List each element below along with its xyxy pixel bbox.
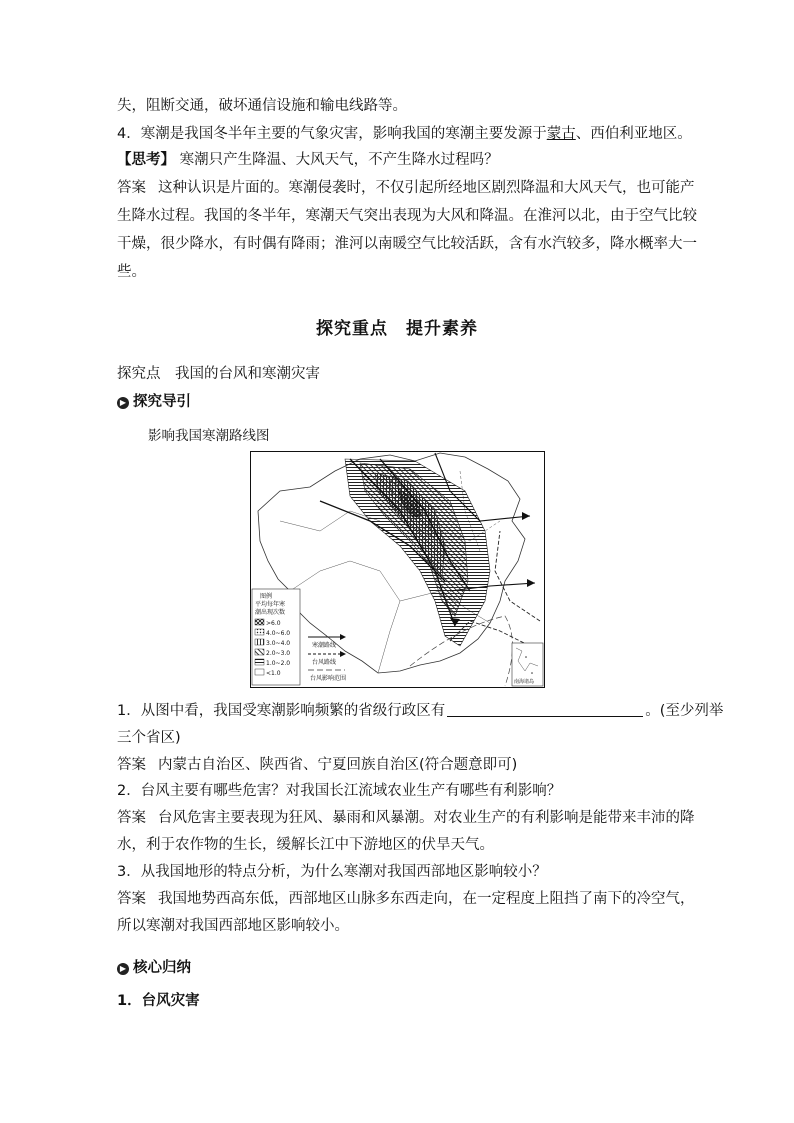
core-heading-label: 核心归纳 [133, 960, 191, 976]
legend-title: 图例 [260, 593, 273, 600]
answer-line: 些。 [117, 264, 146, 280]
text-span: 地区。 [648, 126, 692, 142]
explore-point: 探究点 我国的台风和寒潮灾害 [117, 366, 320, 382]
answer-line: 生降水过程。我国的冬半年，寒潮天气突出表现为大风和降温。在淮河以北，由于空气比较 [117, 208, 697, 224]
legend-typhoon-range: 台风影响范围 [310, 675, 347, 682]
play-icon: ▶ [117, 397, 129, 409]
typhoon-heading: 1．台风灾害 [117, 993, 200, 1009]
think-question: 寒潮只产生降温、大风天气，不产生降水过程吗？ [179, 152, 499, 168]
answer-label: 答案 [117, 810, 146, 826]
underlined-term: 西伯利亚 [590, 126, 649, 142]
inset-label: 南海诸岛 [514, 679, 535, 685]
section-title: 探究重点 提升素养 [316, 319, 478, 339]
legend-label: 3.0~4.0 [266, 640, 291, 647]
answer-line: 水，利于农作物的生长，缓解长江中下游地区的伏旱天气。 [117, 837, 494, 853]
question-3: 3．从我国地形的特点分析，为什么寒潮对我国西部地区影响较小？ [117, 864, 547, 880]
think-tag: 【思考】 [117, 152, 175, 168]
answer-line [117, 178, 695, 198]
answer-label: 答案 [117, 757, 146, 773]
guide-heading-label: 探究导引 [133, 394, 191, 410]
legend-title: 潮出现次数 [255, 609, 286, 616]
figure-caption: 影响我国寒潮路线图 [148, 428, 270, 444]
text-line [117, 124, 692, 144]
answer-blank[interactable] [447, 702, 643, 717]
answer-line [117, 755, 687, 775]
legend-label: >6.0 [266, 620, 281, 627]
answer-line: 干燥，很少降水，有时偶有降雨；淮河以南暖空气比较活跃，含有水汽较多，降水概率大一 [117, 236, 697, 252]
answer-line: 所以寒潮对我国西部地区影响较小。 [117, 918, 349, 934]
legend-label: <1.0 [266, 670, 281, 677]
legend-label: 4.0~6.0 [266, 630, 291, 637]
core-heading [117, 956, 191, 977]
answer-text: 内蒙古自治区、陕西省、宁夏回族自治区(符合题意即可) [158, 757, 518, 773]
question-text: 。(至少列举 [645, 703, 724, 719]
legend-label: 2.0~3.0 [266, 650, 291, 657]
question-1-cont: 三个省区) [117, 730, 181, 746]
text-span: 、 [575, 126, 591, 142]
underlined-term: 蒙古 [546, 126, 576, 142]
answer-label: 答案 [117, 891, 146, 907]
answer-line [117, 808, 695, 828]
legend-route-cold: 寒潮路线 [312, 642, 337, 649]
answer-text: 这种认识是片面的。寒潮侵袭时，不仅引起所经地区剧烈降温和大风天气，也可能产 [158, 180, 695, 196]
legend-route-typhoon: 台风路线 [312, 659, 337, 666]
answer-label: 答案 [117, 180, 146, 196]
text-line: 失，阻断交通，破坏通信设施和输电线路等。 [117, 98, 407, 114]
question-2: 2．台风主要有哪些危害？对我国长江流域农业生产有哪些有利影响？ [117, 783, 562, 799]
question-text: 1．从图中看，我国受寒潮影响频繁的省级行政区有 [117, 703, 446, 719]
answer-line [117, 889, 695, 909]
answer-text: 我国地势西高东低，西部地区山脉多东西走向，在一定程度上阻挡了南下的冷空气， [158, 891, 695, 907]
legend-title: 平均每年寒 [255, 601, 286, 608]
question-1 [117, 701, 724, 721]
answer-text: 台风危害主要表现为狂风、暴雨和风暴潮。对农业生产的有利影响是能带来丰沛的降 [158, 810, 695, 826]
guide-heading [117, 390, 191, 411]
play-icon: ▶ [117, 963, 129, 975]
text-span: 4．寒潮是我国冬半年主要的气象灾害，影响我国的寒潮主要发源于 [117, 126, 547, 142]
think-line [117, 150, 687, 170]
legend-label: 1.0~2.0 [266, 660, 291, 667]
cold-wave-route-map [250, 451, 545, 688]
